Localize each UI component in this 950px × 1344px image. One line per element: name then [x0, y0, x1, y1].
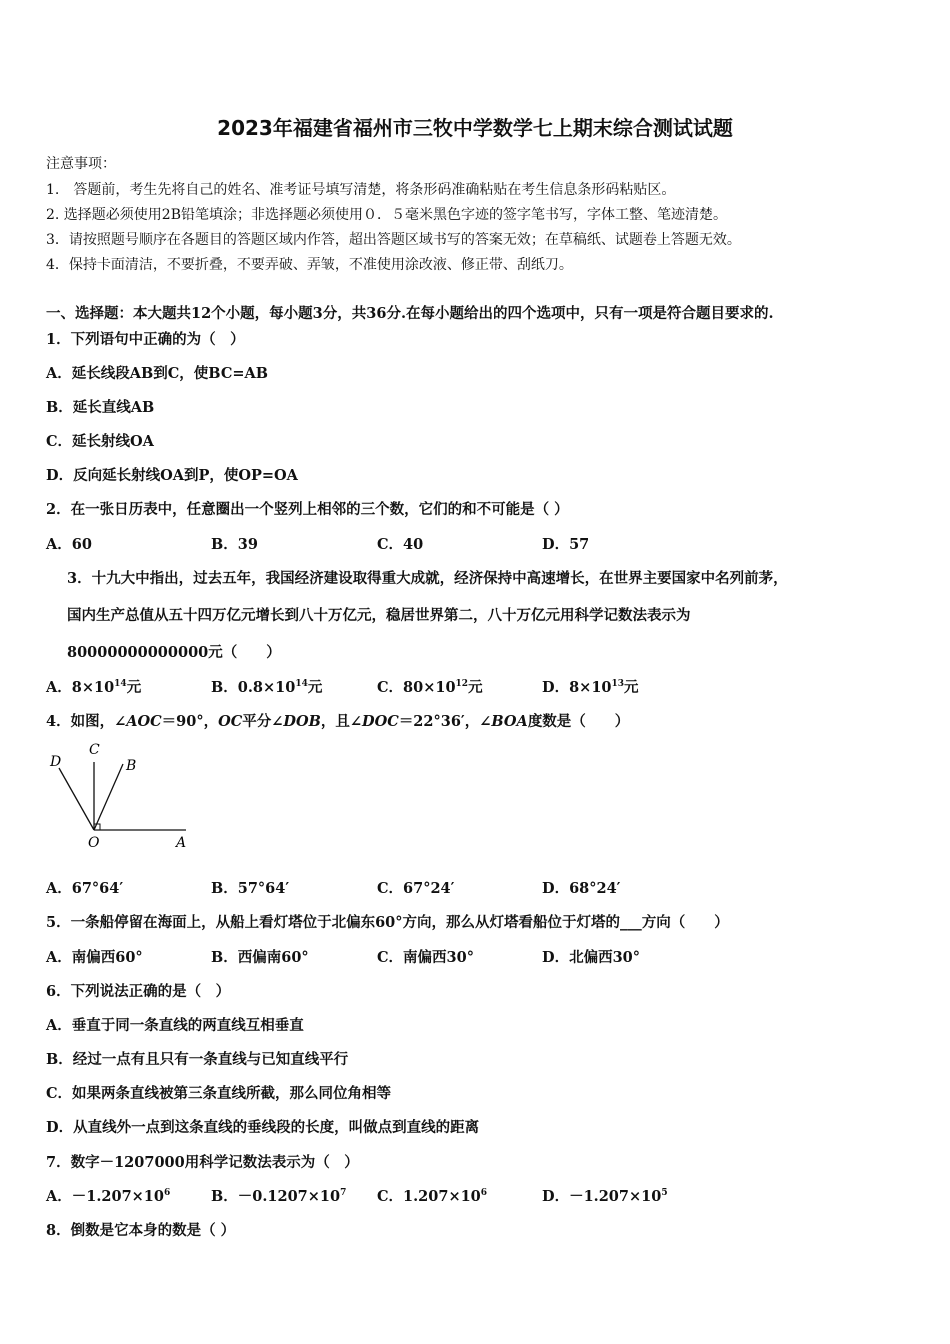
- q3-option-d: D．$8\times 10^{13}$元: [542, 679, 639, 696]
- ray-ob: [94, 764, 123, 830]
- q2-option-b: B．39: [211, 536, 258, 553]
- q7-option-c: C．$1.207\times 10^6$: [377, 1188, 488, 1205]
- q6-option-c: C．如果两条直线被第三条直线所截，那么同位角相等: [46, 1085, 392, 1102]
- notes-heading: 注意事项：: [46, 156, 116, 172]
- label-b: B: [126, 758, 137, 774]
- section-heading: 一、选择题：本大题共12个小题，每小题3分，共36分.在每小题给出的四个选项中，只有一项是符合题目要求的.: [46, 305, 774, 322]
- q3-line-1: 3．十九大中指出，过去五年，我国经济建设取得重大成就，经济保持中高速增长，在世界主要国家中名列前茅，: [67, 570, 788, 587]
- q5-option-c: C．南偏西30°: [377, 949, 474, 966]
- label-d: D: [50, 754, 62, 770]
- ray-od: [59, 768, 94, 830]
- q5-stem: 5．一条船停留在海面上，从船上看灯塔位于北偏东60°方向，那么从灯塔看船位于灯塔的___方向（ ）: [46, 914, 729, 931]
- q7-option-d: D．$-1.207\times 10^5$: [542, 1188, 668, 1205]
- q6-stem: 6．下列说法正确的是（ ）: [46, 983, 231, 1000]
- q1-stem: 1．下列语句中正确的为（ ）: [46, 331, 245, 348]
- q5-option-d: D．北偏西30°: [542, 949, 641, 966]
- q4-option-c: C．67°24′: [377, 880, 455, 897]
- q3-line-3: 80000000000000元（ ）: [67, 644, 281, 661]
- q3-option-b: B．$0.8\times 10^{14}$元: [211, 679, 323, 696]
- label-a: A: [176, 835, 187, 851]
- q6-option-b: B．经过一点有且只有一条直线与已知直线平行: [46, 1051, 349, 1068]
- q2-option-d: D．57: [542, 536, 590, 553]
- q7-option-b: B．$-0.1207\times 10^7$: [211, 1188, 347, 1205]
- q3-option-c: C．$80\times 10^{12}$元: [377, 679, 483, 696]
- label-o: O: [88, 835, 100, 851]
- page-title: 2023年福建省福州市三牧中学数学七上期末综合测试试题: [217, 116, 733, 140]
- q4-option-b: B．57°64′: [211, 880, 290, 897]
- q3-option-a: A．$8\times 10^{14}$元: [46, 679, 142, 696]
- q1-option-d: D．反向延长射线OA到P，使OP=OA: [46, 467, 298, 484]
- q8-stem: 8．倒数是它本身的数是（ ）: [46, 1222, 236, 1239]
- q4-stem: 4．如图，∠AOC＝90°，OC平分∠DOB，且∠DOC＝22°36′，∠BOA度数是（ ）: [46, 713, 630, 730]
- q2-option-a: A．60: [46, 536, 92, 553]
- q5-option-b: B．西偏南60°: [211, 949, 309, 966]
- note-item-1: 1. 答题前，考生先将自己的姓名、准考证号填写清楚，将条形码准确粘贴在考生信息条形码粘贴区。: [46, 182, 676, 198]
- label-c: C: [89, 742, 100, 758]
- q1-option-c: C．延长射线OA: [46, 433, 154, 450]
- q2-option-c: C．40: [377, 536, 424, 553]
- note-item-2: 2. 选择题必须使用2B铅笔填涂；非选择题必须使用０．５毫米黑色字迹的签字笔书写，字体工整、笔迹清楚。: [46, 207, 728, 223]
- q4-option-d: D．68°24′: [542, 880, 621, 897]
- q7-option-a: A．$-1.207\times 10^6$: [46, 1188, 171, 1205]
- q2-stem: 2．在一张日历表中，任意圈出一个竖列上相邻的三个数，它们的和不可能是（ ）: [46, 501, 569, 518]
- q6-option-d: D．从直线外一点到这条直线的垂线段的长度，叫做点到直线的距离: [46, 1119, 480, 1136]
- note-item-3: 3．请按照题号顺序在各题目的答题区域内作答，超出答题区域书写的答案无效；在草稿纸、试题卷上答题无效。: [46, 232, 741, 248]
- q1-option-b: B．延长直线AB: [46, 399, 155, 416]
- note-item-4: 4．保持卡面清洁，不要折叠，不要弄破、弄皱，不准使用涂改液、修正带、刮纸刀。: [46, 257, 573, 273]
- q3-line-2: 国内生产总值从五十四万亿元增长到八十万亿元，稳居世界第二，八十万亿元用科学记数法表示为: [67, 607, 691, 624]
- q4-option-a: A．67°64′: [46, 880, 124, 897]
- q6-option-a: A．垂直于同一条直线的两直线互相垂直: [46, 1017, 304, 1034]
- angle-figure: [46, 740, 196, 852]
- q5-option-a: A．南偏西60°: [46, 949, 143, 966]
- q7-stem: 7．数字－1207000用科学记数法表示为（ ）: [46, 1154, 359, 1171]
- q1-option-a: A．延长线段AB到C，使BC=AB: [46, 365, 269, 382]
